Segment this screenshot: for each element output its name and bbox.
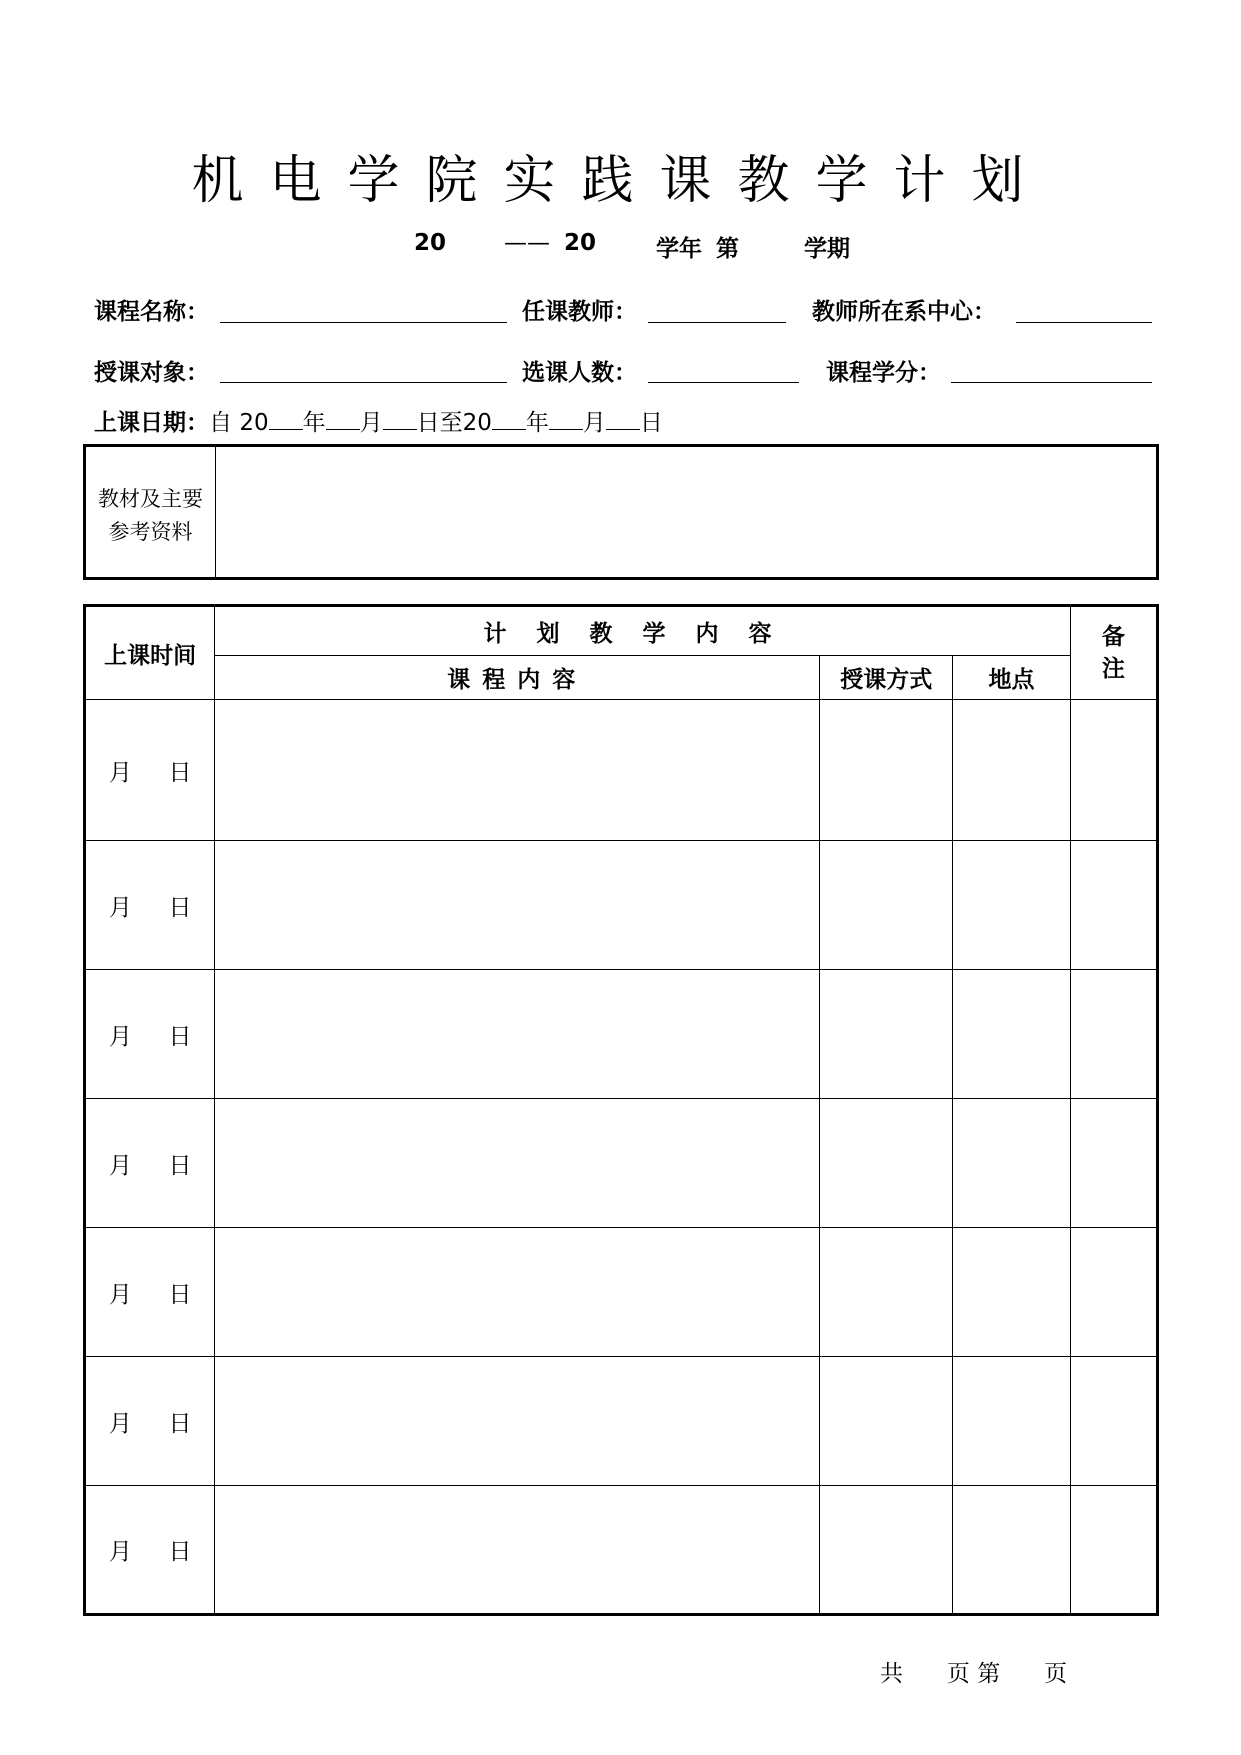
semester-di: 第 (716, 236, 739, 262)
date-day-unit: 日 (416, 410, 440, 436)
department-label: 教师所在系中心： (812, 299, 996, 325)
course-name-field[interactable] (220, 322, 507, 323)
remarks-cell[interactable] (1070, 841, 1157, 970)
content-cell[interactable] (215, 700, 820, 841)
semester-year-end: 20 (564, 230, 597, 256)
date-month-unit: 月 (359, 410, 383, 436)
teacher-label: 任课教师： (522, 299, 637, 325)
audience-label: 授课对象： (94, 360, 209, 386)
table-row (85, 1099, 1158, 1228)
date-cell[interactable] (85, 970, 215, 1099)
enrollment-field[interactable] (648, 382, 799, 383)
table-row (85, 700, 1158, 841)
method-cell[interactable] (820, 1486, 953, 1615)
date-cell[interactable] (85, 1486, 215, 1615)
enrollment-label: 选课人数： (522, 360, 637, 386)
date-year-unit: 年 (302, 410, 326, 436)
table-row (85, 1357, 1158, 1486)
semester-xueqi: 学期 (804, 236, 850, 262)
month-label: 月 (108, 894, 132, 921)
materials-divider (215, 447, 216, 577)
location-cell[interactable] (953, 1228, 1070, 1357)
day-label: 日 (168, 1152, 192, 1179)
location-header: 地点 (953, 656, 1070, 700)
date-cell[interactable] (85, 841, 215, 970)
location-cell[interactable] (953, 970, 1070, 1099)
date-start-year-field[interactable] (269, 411, 303, 430)
materials-label-line2: 参考资料 (108, 520, 193, 544)
day-label: 日 (168, 1023, 192, 1050)
time-header: 上课时间 (85, 606, 215, 700)
class-date-label: 上课日期： (94, 410, 209, 436)
remarks-cell[interactable] (1070, 1357, 1157, 1486)
table-row (85, 970, 1158, 1099)
content-cell[interactable] (215, 1099, 820, 1228)
date-to: 至 (439, 410, 463, 436)
content-header: 课程内容 (215, 656, 820, 700)
date-cell[interactable] (85, 1357, 215, 1486)
credits-label: 课程学分： (826, 360, 941, 386)
location-cell[interactable] (953, 841, 1070, 970)
day-label: 日 (168, 1410, 192, 1437)
materials-label-line1: 教材及主要 (98, 487, 203, 511)
method-cell[interactable] (820, 700, 953, 841)
location-cell[interactable] (953, 1357, 1070, 1486)
class-date-line (94, 404, 663, 437)
method-cell[interactable] (820, 841, 953, 970)
month-label: 月 (108, 1152, 132, 1179)
materials-label (86, 483, 215, 549)
page-footer (880, 1655, 1067, 1688)
day-label: 日 (168, 1281, 192, 1308)
remarks-cell[interactable] (1070, 1486, 1157, 1615)
month-label: 月 (108, 1281, 132, 1308)
remarks-cell[interactable] (1070, 1228, 1157, 1357)
method-header: 授课方式 (820, 656, 953, 700)
footer-total: 共 (880, 1661, 903, 1687)
remarks-header-line1: 备 (1101, 624, 1125, 650)
month-label: 月 (108, 759, 132, 786)
content-cell[interactable] (215, 1228, 820, 1357)
content-cell[interactable] (215, 1486, 820, 1615)
credits-field[interactable] (951, 382, 1152, 383)
date-from: 自 (209, 410, 232, 436)
location-cell[interactable] (953, 1099, 1070, 1228)
remarks-cell[interactable] (1070, 1099, 1157, 1228)
content-cell[interactable] (215, 1357, 820, 1486)
semester-xuenian: 学年 (656, 236, 702, 262)
semester-year-start: 20 (414, 230, 447, 256)
location-cell[interactable] (953, 1486, 1070, 1615)
month-label: 月 (108, 1410, 132, 1437)
method-cell[interactable] (820, 1357, 953, 1486)
audience-field[interactable] (220, 382, 507, 383)
date-cell[interactable] (85, 1099, 215, 1228)
course-name-label: 课程名称： (94, 299, 209, 325)
date-day-unit: 日 (639, 410, 663, 436)
remarks-cell[interactable] (1070, 970, 1157, 1099)
semester-dash: —— (504, 230, 550, 256)
remarks-header-line2: 注 (1101, 656, 1125, 682)
date-month-unit: 月 (582, 410, 606, 436)
date-start-day-field[interactable] (383, 411, 417, 430)
date-start-year-prefix: 20 (239, 410, 269, 436)
day-label: 日 (168, 1539, 192, 1565)
date-year-unit: 年 (525, 410, 549, 436)
footer-page-unit: 页 (946, 1661, 970, 1687)
footer-page-unit-2: 页 (1044, 1661, 1068, 1687)
location-cell[interactable] (953, 700, 1070, 841)
date-end-day-field[interactable] (606, 411, 640, 430)
method-cell[interactable] (820, 970, 953, 1099)
page-title: 机电学院实践课教学计划 (191, 151, 1050, 211)
date-end-year-prefix: 20 (462, 410, 492, 436)
method-cell[interactable] (820, 1228, 953, 1357)
footer-di: 第 (977, 1661, 1001, 1687)
remarks-header (1070, 606, 1157, 700)
table-row (85, 1486, 1158, 1615)
plan-table (83, 604, 1159, 1616)
table-row (85, 1228, 1158, 1357)
day-label: 日 (168, 894, 192, 921)
month-label: 月 (108, 1023, 132, 1050)
method-cell[interactable] (820, 1099, 953, 1228)
teacher-field[interactable] (648, 322, 786, 323)
plan-header: 计划教学内容 (215, 606, 1070, 656)
content-cell[interactable] (215, 841, 820, 970)
table-row (85, 841, 1158, 970)
materials-box (83, 444, 1159, 580)
date-start-month-field[interactable] (326, 411, 360, 430)
content-cell[interactable] (215, 970, 820, 1099)
department-field[interactable] (1016, 322, 1152, 323)
day-label: 日 (168, 759, 192, 786)
date-cell[interactable] (85, 1228, 215, 1357)
remarks-cell[interactable] (1070, 700, 1157, 841)
month-label: 月 (108, 1539, 132, 1565)
date-end-year-field[interactable] (492, 411, 526, 430)
date-cell[interactable] (85, 700, 215, 841)
date-end-month-field[interactable] (549, 411, 583, 430)
